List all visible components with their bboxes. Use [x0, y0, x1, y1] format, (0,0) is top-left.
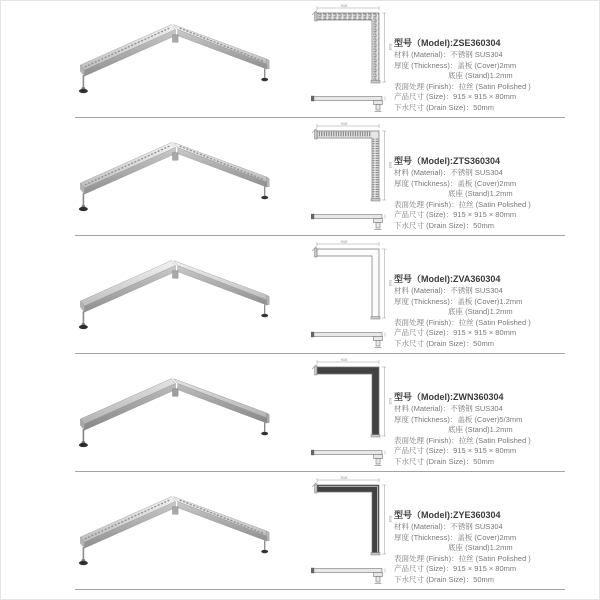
product-row	[0, 472, 600, 589]
dim-label-right: 915	[388, 279, 393, 287]
spec-thickness: 厚度 (Thickness)：盖板 (Cover)5/3mm	[394, 414, 523, 424]
dim-label-top: 915	[340, 121, 348, 126]
corner-drain-diagram	[287, 3, 399, 117]
corner-drain-diagram	[287, 357, 399, 471]
spec-drain: 下水尺寸 (Drain Size)：50mm	[394, 574, 495, 584]
model-number: 型号（Model):ZVA360304	[394, 274, 501, 284]
technical-drawing	[287, 3, 399, 117]
spec-material: 材料 (Material)：不锈钢 SUS304	[394, 404, 503, 413]
spec-block	[394, 38, 580, 113]
spec-stand: 底座 (Stand)1.2mm	[448, 71, 513, 80]
model-number: 型号（Model):ZYE360304	[394, 510, 501, 520]
spec-material: 材料 (Material)：不锈钢 SUS304	[394, 50, 503, 59]
product-photo	[52, 364, 290, 466]
model-number: 型号（Model):ZSE360304	[394, 38, 501, 48]
corner-drain-diagram	[287, 239, 399, 353]
spec-finish: 表面处理 (Finish)：拉丝 (Satin Polished )	[394, 81, 531, 91]
spec-material: 材料 (Material)：不锈钢 SUS304	[394, 168, 503, 177]
spec-size: 产品尺寸 (Size)：915 × 915 × 80mm	[394, 564, 517, 573]
spec-size: 产品尺寸 (Size)：915 × 915 × 80mm	[394, 328, 517, 337]
product-photo	[52, 128, 290, 230]
spec-drain: 下水尺寸 (Drain Size)：50mm	[394, 338, 495, 348]
spec-stand: 底座 (Stand)1.2mm	[448, 189, 513, 198]
corner-drain-photo-illustration	[52, 128, 290, 230]
dim-label-top: 915	[340, 239, 348, 244]
spec-thickness: 厚度 (Thickness)：盖板 (Cover)2mm	[394, 60, 517, 70]
corner-drain-photo-illustration	[52, 246, 290, 348]
technical-drawing	[287, 239, 399, 353]
spec-material: 材料 (Material)：不锈钢 SUS304	[394, 522, 503, 531]
spec-drain: 下水尺寸 (Drain Size)：50mm	[394, 220, 495, 230]
product-photo	[52, 482, 290, 584]
spec-size: 产品尺寸 (Size)：915 × 915 × 80mm	[394, 92, 517, 101]
dim-label-right: 915	[388, 43, 393, 51]
spec-drain: 下水尺寸 (Drain Size)：50mm	[394, 102, 495, 112]
spec-block	[394, 392, 580, 467]
dim-label-right: 915	[388, 515, 393, 523]
row-divider	[75, 589, 565, 590]
technical-drawing	[287, 475, 399, 589]
spec-block	[394, 274, 580, 349]
spec-block	[394, 510, 580, 585]
corner-drain-photo-illustration	[52, 10, 290, 112]
spec-size: 产品尺寸 (Size)：915 × 915 × 80mm	[394, 446, 517, 455]
dim-label-right: 915	[388, 397, 393, 405]
spec-stand: 底座 (Stand)1.2mm	[448, 425, 513, 434]
spec-finish: 表面处理 (Finish)：拉丝 (Satin Polished )	[394, 553, 531, 563]
corner-drain-photo-illustration	[52, 364, 290, 466]
corner-drain-diagram	[287, 475, 399, 589]
spec-stand: 底座 (Stand)1.2mm	[448, 543, 513, 552]
product-row	[0, 236, 600, 353]
spec-block	[394, 156, 580, 231]
spec-finish: 表面处理 (Finish)：拉丝 (Satin Polished )	[394, 199, 531, 209]
spec-drain: 下水尺寸 (Drain Size)：50mm	[394, 456, 495, 466]
product-row	[0, 118, 600, 235]
spec-thickness: 厚度 (Thickness)：盖板 (Cover)2mm	[394, 532, 517, 542]
spec-finish: 表面处理 (Finish)：拉丝 (Satin Polished )	[394, 435, 531, 445]
spec-stand: 底座 (Stand)1.2mm	[448, 307, 513, 316]
spec-size: 产品尺寸 (Size)：915 × 915 × 80mm	[394, 210, 517, 219]
corner-drain-photo-illustration	[52, 482, 290, 584]
product-photo	[52, 246, 290, 348]
spec-thickness: 厚度 (Thickness)：盖板 (Cover)1.2mm	[394, 296, 523, 306]
dim-label-top: 915	[340, 3, 348, 8]
dim-label-top: 915	[340, 475, 348, 480]
product-photo	[52, 10, 290, 112]
spec-material: 材料 (Material)：不锈钢 SUS304	[394, 286, 503, 295]
product-row	[0, 354, 600, 471]
technical-drawing	[287, 121, 399, 235]
corner-drain-diagram	[287, 121, 399, 235]
product-row	[0, 0, 600, 117]
spec-thickness: 厚度 (Thickness)：盖板 (Cover)2mm	[394, 178, 517, 188]
model-number: 型号（Model):ZWN360304	[394, 392, 504, 402]
dim-label-top: 915	[340, 357, 348, 362]
model-number: 型号（Model):ZTS360304	[394, 156, 501, 166]
technical-drawing	[287, 357, 399, 471]
spec-finish: 表面处理 (Finish)：拉丝 (Satin Polished )	[394, 317, 531, 327]
dim-label-right: 915	[388, 161, 393, 169]
